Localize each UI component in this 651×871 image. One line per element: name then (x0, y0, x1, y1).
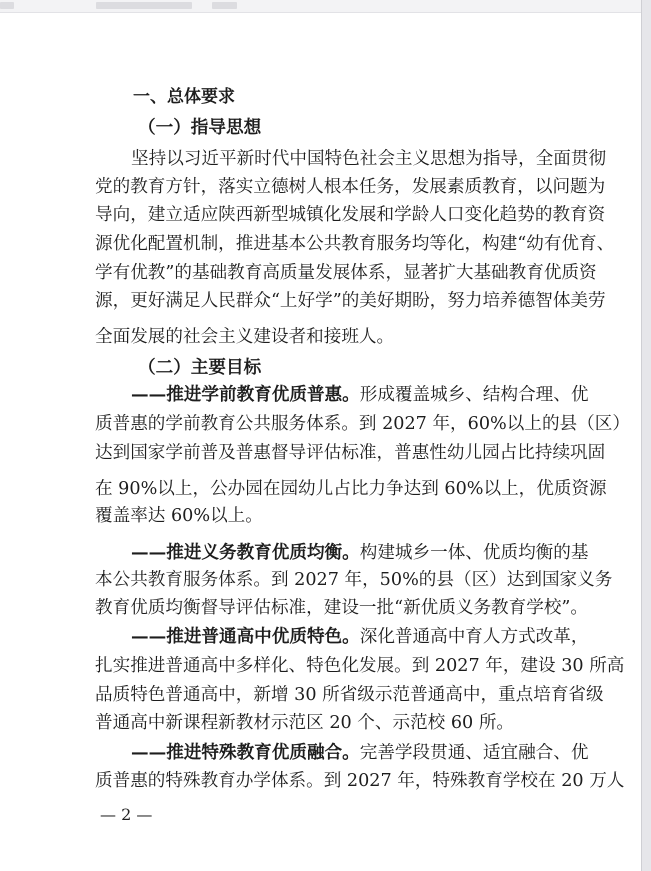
paragraph-line: 学有优教”的基础教育高质量发展体系，显著扩大基础教育优质资 (95, 263, 597, 283)
scrollbar-track[interactable] (642, 0, 651, 871)
goal-first-line (131, 742, 589, 764)
goal-first-line (131, 542, 589, 564)
paragraph-line: 品质特色普通高中，新增 30 所省级示范普通高中，重点培育省级 (95, 685, 604, 705)
goal-text: 深化普通高中育人方式改革， (359, 627, 589, 647)
toolbar-block (212, 2, 237, 9)
paragraph-line: 党的教育方针，落实立德树人根本任务，发展素质教育，以问题为 (95, 177, 606, 197)
toolbar-strip (0, 0, 641, 12)
paragraph-line: 全面发展的社会主义建设者和接班人。 (95, 327, 395, 347)
heading-main-goals: （二）主要目标 (138, 357, 262, 378)
paragraph-line: 坚持以习近平新时代中国特色社会主义思想为指导，全面贯彻 (131, 149, 607, 169)
paragraph-line: 达到国家学前普及普惠督导评估标准，普惠性幼儿园占比持续巩固 (95, 443, 606, 463)
paragraph-line: 导向，建立适应陕西新型城镇化发展和学龄人口变化趋势的教育资 (95, 205, 606, 225)
paragraph-line: 覆盖率达 60%以上。 (95, 506, 263, 526)
goal-title: ——推进义务教育优质均衡。 (131, 542, 360, 563)
goal-title: ——推进特殊教育优质融合。 (131, 742, 360, 763)
page-number: — 2 — (100, 805, 153, 824)
heading-guiding-ideology: （一）指导思想 (138, 117, 262, 138)
toolbar-block (96, 2, 192, 9)
paragraph-line: 质普惠的学前教育公共服务体系。到 2027 年，60%以上的县（区） (95, 414, 630, 434)
goal-title: ——推进普通高中优质特色。 (131, 626, 360, 647)
goal-text: 形成覆盖城乡、结构合理、优 (359, 385, 589, 405)
paragraph-line: 本公共教育服务体系。到 2027 年，50%的县（区）达到国家义务 (95, 570, 613, 590)
paragraph-line: 扎实推进普通高中多样化、特色化发展。到 2027 年，建设 30 所高 (95, 656, 625, 676)
goal-text: 完善学段贯通、适宜融合、优 (359, 743, 589, 763)
goal-first-line (131, 384, 589, 406)
paragraph-line: 源优化配置机制，推进基本公共教育服务均等化，构建“幼有优育、 (95, 234, 615, 254)
paragraph-line: 教育优质均衡督导评估标准，建设一批“新优质义务教育学校”。 (95, 598, 589, 618)
goal-text: 构建城乡一体、优质均衡的基 (359, 543, 589, 563)
goal-first-line (131, 626, 589, 648)
toolbar-block (0, 2, 14, 9)
heading-overall-requirements: 一、总体要求 (133, 87, 235, 107)
paragraph-line: 在 90%以上，公办园在园幼儿占比力争达到 60%以上，优质资源 (95, 479, 607, 499)
divider (0, 12, 641, 13)
goal-title: ——推进学前教育优质普惠。 (131, 384, 360, 405)
paragraph-line: 质普惠的特殊教育办学体系。到 2027 年，特殊教育学校在 20 万人 (95, 771, 625, 791)
paragraph-line: 普通高中新课程新教材示范区 20 个、示范校 60 所。 (95, 713, 515, 733)
paragraph-line: 源，更好满足人民群众“上好学”的美好期盼，努力培养德智体美劳 (95, 291, 606, 311)
